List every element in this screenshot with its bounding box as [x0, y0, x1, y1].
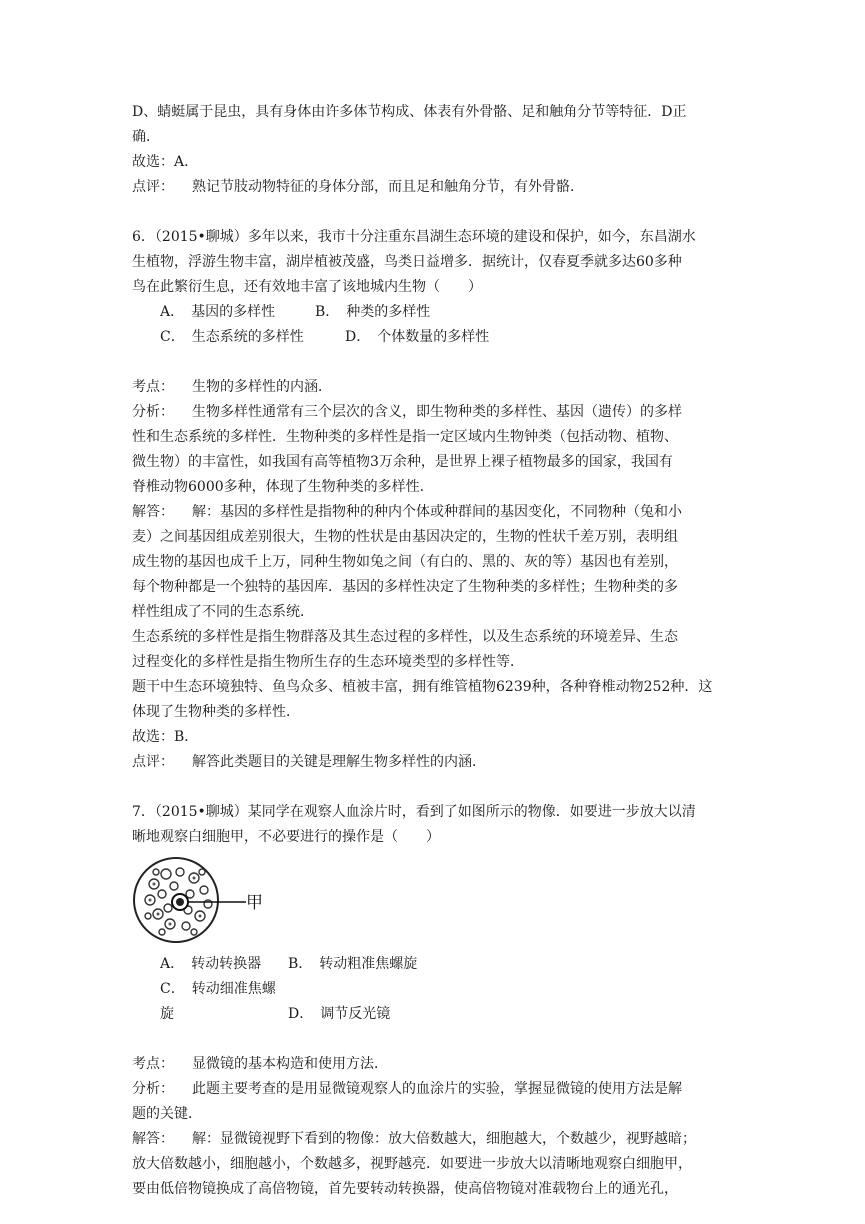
q7-option-c: C． 转动细准焦螺旋	[160, 981, 276, 1022]
jieda-text: 解：显微镜视野下看到的物像：放大倍数越大，细胞越大，个数越少，视野越暗；	[192, 1131, 696, 1147]
q6-jieda-line6: 生态系统的多样性是指生物群落及其生态过程的多样性，以及生态系统的环境差异、生态	[132, 629, 678, 645]
q7-fenxi-line2: 题的关键．	[132, 1106, 202, 1122]
q6-fenxi-line4: 脊椎动物6000多种，体现了生物种类的多样性．	[132, 479, 434, 495]
blood-smear-figure	[132, 854, 740, 946]
q6-jieda-line3: 成生物的基因也成千上万，同种生物如兔之间（有白的、黑的、灰的等）基因也有差别，	[132, 554, 678, 570]
q6-option-b: B． 种类的多样性	[315, 304, 431, 320]
q6-fenxi-line3: 微生物）的丰富性，如我国有高等植物3万余种，是世界上裸子植物最多的国家，我国有	[132, 454, 673, 470]
q6-jieda-line4: 每个物种都是一个独特的基因库．基因的多样性决定了生物种类的多样性；生物种类的多	[132, 579, 678, 595]
q6-option-d: D． 个体数量的多样性	[345, 329, 490, 345]
document-content	[132, 100, 740, 1202]
q6-jieda-line5: 样性组成了不同的生态系统．	[132, 604, 314, 620]
q7-jieda-line1	[132, 1127, 740, 1152]
q7-options-row1	[132, 952, 740, 977]
q7-option-a: A． 转动转换器	[160, 956, 262, 972]
q6-answer: 故选：B．	[132, 729, 199, 745]
review-label: 点评：	[132, 179, 174, 195]
q6-stem-line2: 生植物，浮游生物丰富，湖岸植被茂盛，鸟类日益增多．据统计，仅春夏季就多达60多种	[132, 254, 682, 270]
kaodian-text: 显微镜的基本构造和使用方法．	[192, 1056, 388, 1072]
microscope-field-diagram	[132, 854, 272, 946]
fenxi-text: 生物多样性通常有三个层次的含义，即生物种类的多样性、基因（遗传）的多样	[192, 404, 682, 420]
figure-label-jia: 甲	[246, 893, 263, 913]
q7-option-b: B． 转动粗准焦螺旋	[288, 956, 418, 972]
q6-jieda-line7: 过程变化的多样性是指生物所生存的生态环境类型的多样性等．	[132, 654, 524, 670]
q6-review	[132, 750, 740, 775]
q7-stem-line1: 7．（2015•聊城）某同学在观察人血涂片时，看到了如图所示的物像．如要进一步放大以清	[132, 804, 696, 820]
kaodian-label: 考点：	[132, 379, 174, 395]
review-text: 熟记节肢动物特征的身体分部，而且足和触角分节，有外骨骼．	[192, 179, 584, 195]
jieda-label: 解答：	[132, 504, 174, 520]
q6-option-a: A． 基因的多样性	[160, 304, 276, 320]
q7-fenxi-line1	[132, 1077, 740, 1102]
q7-jieda-line2: 放大倍数越小，细胞越小，个数越多，视野越亮．如要进一步放大以清晰地观察白细胞甲，	[132, 1156, 692, 1172]
prev-option-d-line2: 确．	[132, 129, 160, 145]
spacer	[132, 775, 740, 800]
q7-jieda-line3: 要由低倍物镜换成了高倍物镜，首先要转动转换器，使高倍物镜对准载物台上的通光孔，	[132, 1181, 678, 1197]
q6-options-row2	[132, 325, 740, 350]
fenxi-text: 此题主要考查的是用显微镜观察人的血涂片的实验，掌握显微镜的使用方法是解	[192, 1081, 682, 1097]
q7-option-d: D． 调节反光镜	[288, 1006, 391, 1022]
q6-fenxi-line2: 性和生态系统的多样性．生物种类的多样性是指一定区域内生物钟类（包括动物、植物、	[132, 429, 678, 445]
kaodian-text: 生物的多样性的内涵．	[192, 379, 332, 395]
q7-options-row2	[132, 977, 740, 1027]
q6-kaodian	[132, 375, 740, 400]
fenxi-label: 分析：	[132, 1081, 174, 1097]
review-text: 解答此类题目的关键是理解生物多样性的内涵．	[192, 754, 486, 770]
q6-jieda-line9: 体现了生物种类的多样性．	[132, 704, 300, 720]
spacer	[132, 1027, 740, 1052]
q6-jieda-line8: 题干中生态环境独特、鱼鸟众多、植被丰富，拥有维管植物6239种，各种脊椎动物252种．这	[132, 679, 713, 695]
q7-stem-line2: 晰地观察白细胞甲，不必要进行的操作是（ ）	[132, 829, 440, 845]
jieda-text: 解：基因的多样性是指物种的种内个体或种群间的基因变化，不同物种（兔和小	[192, 504, 682, 520]
spacer	[132, 350, 740, 375]
review-label: 点评：	[132, 754, 174, 770]
q7-kaodian	[132, 1052, 740, 1077]
prev-option-d-line1: D、蜻蜓属于昆虫，具有身体由许多体节构成、体表有外骨骼、足和触角分节等特征．D正	[132, 104, 687, 120]
kaodian-label: 考点：	[132, 1056, 174, 1072]
q6-jieda-line1	[132, 500, 740, 525]
prev-review	[132, 175, 740, 200]
q6-options-row1	[132, 300, 740, 325]
jieda-label: 解答：	[132, 1131, 174, 1147]
prev-answer: 故选：A．	[132, 154, 199, 170]
q6-stem-line3: 鸟在此繁衍生息，还有效地丰富了该地城内生物（ ）	[132, 279, 482, 295]
q6-fenxi-line1	[132, 400, 740, 425]
q6-option-c: C． 生态系统的多样性	[160, 329, 304, 345]
q6-jieda-line2: 麦）之间基因组成差别很大，生物的性状是由基因决定的，生物的性状千差万别，表明组	[132, 529, 678, 545]
fenxi-label: 分析：	[132, 404, 174, 420]
spacer	[132, 200, 740, 225]
q6-stem-line1: 6．（2015•聊城）多年以来，我市十分注重东昌湖生态环境的建设和保护，如今，东昌湖水	[132, 229, 696, 245]
